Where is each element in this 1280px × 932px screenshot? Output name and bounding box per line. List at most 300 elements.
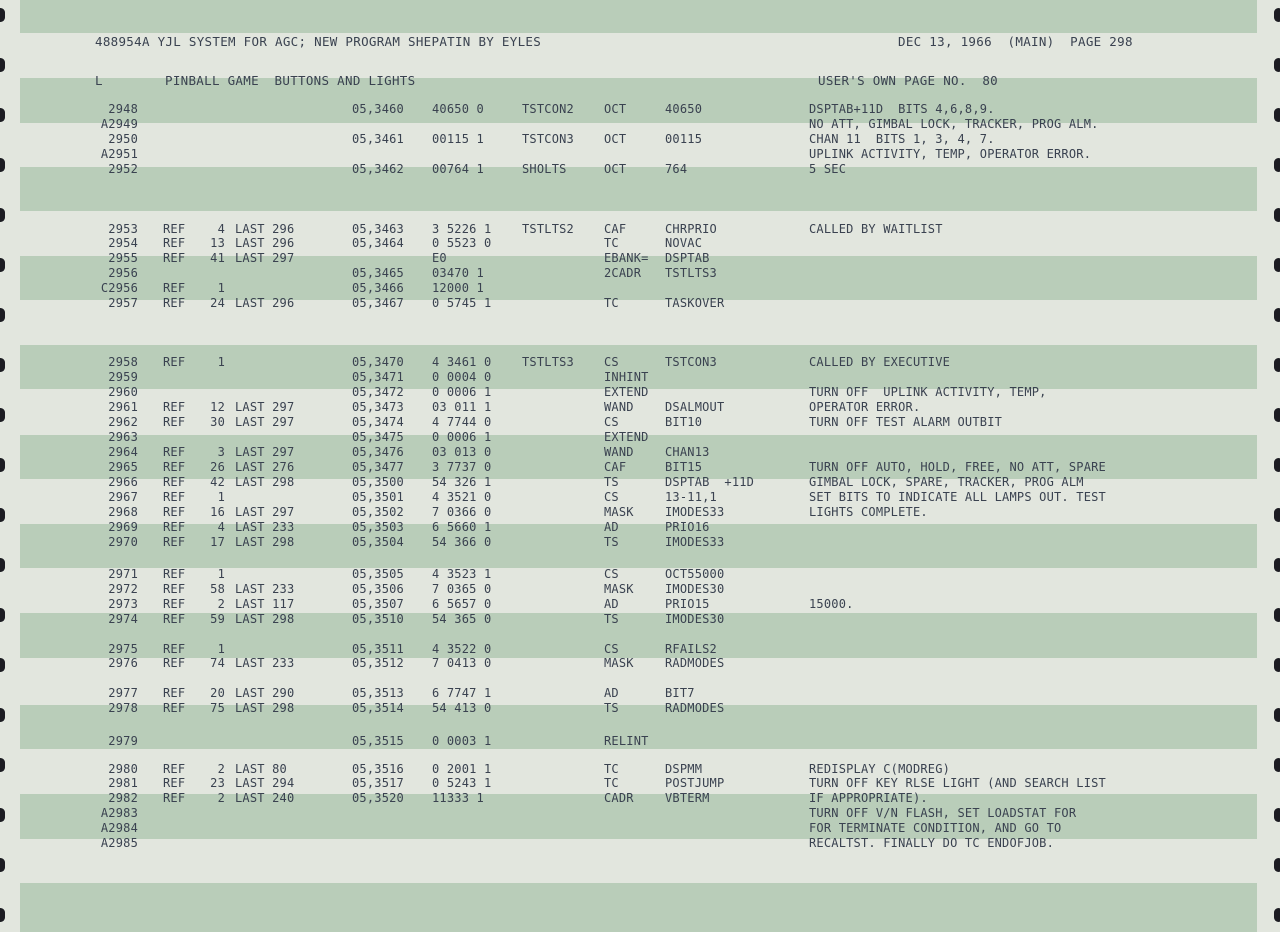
ref-count: 75	[210, 701, 225, 715]
operand: PRIO15	[665, 597, 710, 611]
opcode: WAND	[604, 445, 634, 459]
opcode: TC	[604, 236, 619, 250]
octal-word: 54 366 0	[432, 535, 492, 549]
operand: IMODES30	[665, 612, 725, 626]
comment: SET BITS TO INDICATE ALL LAMPS OUT. TEST	[809, 490, 1106, 504]
comment: OPERATOR ERROR.	[809, 400, 921, 414]
address: 05,3516	[352, 762, 404, 776]
operand: DSPTAB	[665, 251, 710, 265]
last-reference: LAST 297	[235, 415, 295, 429]
line-number: 2980	[108, 762, 138, 776]
listing-row	[0, 430, 1280, 444]
ref-count: 58	[210, 582, 225, 596]
opcode: RELINT	[604, 734, 649, 748]
operand: TSTCON3	[665, 355, 717, 369]
comment: TURN OFF TEST ALARM OUTBIT	[809, 415, 1003, 429]
opcode: AD	[604, 686, 619, 700]
octal-word: 4 3522 0	[432, 642, 492, 656]
octal-word: 4 3461 0	[432, 355, 492, 369]
ref-count: 20	[210, 686, 225, 700]
octal-word: 03 011 1	[432, 400, 492, 414]
address: 05,3467	[352, 296, 404, 310]
feed-hole	[0, 208, 5, 222]
line-number: 2953	[108, 222, 138, 236]
octal-word: 3 7737 0	[432, 460, 492, 474]
listing-row	[0, 475, 1280, 489]
ref-marker: REF	[163, 475, 186, 489]
last-reference: LAST 290	[235, 686, 295, 700]
address: 05,3465	[352, 266, 404, 280]
listing-row	[0, 281, 1280, 295]
ref-marker: REF	[163, 582, 186, 596]
last-reference: LAST 298	[235, 701, 295, 715]
label: TSTLTS2	[522, 222, 574, 236]
last-reference: LAST 296	[235, 236, 295, 250]
ref-count: 41	[210, 251, 225, 265]
operand: BIT10	[665, 415, 703, 429]
ref-count: 2	[217, 762, 225, 776]
octal-word: 4 3523 1	[432, 567, 492, 581]
listing-row	[0, 821, 1280, 835]
opcode: TS	[604, 475, 619, 489]
line-number: 2955	[108, 251, 138, 265]
listing-row	[0, 806, 1280, 820]
operand: VBTERM	[665, 791, 710, 805]
listing-row	[0, 102, 1280, 116]
comment: TURN OFF AUTO, HOLD, FREE, NO ATT, SPARE	[809, 460, 1106, 474]
octal-word: 6 5660 1	[432, 520, 492, 534]
comment: FOR TERMINATE CONDITION, AND GO TO	[809, 821, 1062, 835]
line-number: 2971	[108, 567, 138, 581]
line-number: 2974	[108, 612, 138, 626]
ref-count: 30	[210, 415, 225, 429]
address: 05,3517	[352, 776, 404, 790]
line-number: 2958	[108, 355, 138, 369]
address: 05,3514	[352, 701, 404, 715]
octal-word: 54 326 1	[432, 475, 492, 489]
last-reference: LAST 297	[235, 505, 295, 519]
line-number: 2969	[108, 520, 138, 534]
octal-word: 4 3521 0	[432, 490, 492, 504]
opcode: CS	[604, 490, 619, 504]
opcode: OCT	[604, 162, 627, 176]
address: 05,3470	[352, 355, 404, 369]
address: 05,3520	[352, 791, 404, 805]
line-number: 2972	[108, 582, 138, 596]
address: 05,3462	[352, 162, 404, 176]
listing-row	[0, 370, 1280, 384]
comment: RECALTST. FINALLY DO TC ENDOFJOB.	[809, 836, 1055, 850]
operand: PRIO16	[665, 520, 710, 534]
opcode: TS	[604, 535, 619, 549]
line-number: 2973	[108, 597, 138, 611]
operand: RFAILS2	[665, 642, 717, 656]
address: 05,3476	[352, 445, 404, 459]
address: 05,3461	[352, 132, 404, 146]
opcode: CAF	[604, 460, 627, 474]
operand: POSTJUMP	[665, 776, 725, 790]
octal-word: 03 013 0	[432, 445, 492, 459]
line-number: A2983	[100, 806, 138, 820]
ref-marker: REF	[163, 281, 186, 295]
line-number: A2951	[100, 147, 138, 161]
opcode: TC	[604, 296, 619, 310]
listing-row	[0, 251, 1280, 265]
last-reference: LAST 80	[235, 762, 287, 776]
operand: 00115	[665, 132, 703, 146]
ref-count: 23	[210, 776, 225, 790]
opcode: EBANK=	[604, 251, 649, 265]
octal-word: 40650 0	[432, 102, 484, 116]
last-reference: LAST 297	[235, 251, 295, 265]
listing-row	[0, 415, 1280, 429]
operand: CHAN13	[665, 445, 710, 459]
opcode: CADR	[604, 791, 634, 805]
feed-hole	[1274, 8, 1280, 22]
address: 05,3503	[352, 520, 404, 534]
last-reference: LAST 294	[235, 776, 295, 790]
address: 05,3507	[352, 597, 404, 611]
address: 05,3474	[352, 415, 404, 429]
ref-marker: REF	[163, 236, 186, 250]
line-number: A2949	[100, 117, 138, 131]
ref-count: 2	[217, 791, 225, 805]
ref-count: 2	[217, 597, 225, 611]
opcode: EXTEND	[604, 385, 649, 399]
comment: REDISPLAY C(MODREG)	[809, 762, 951, 776]
operand: IMODES33	[665, 535, 725, 549]
octal-word: 7 0366 0	[432, 505, 492, 519]
line-number: 2952	[108, 162, 138, 176]
address: 05,3502	[352, 505, 404, 519]
ref-marker: REF	[163, 460, 186, 474]
listing-row	[0, 162, 1280, 176]
octal-word: 54 365 0	[432, 612, 492, 626]
opcode: AD	[604, 520, 619, 534]
line-number: 2967	[108, 490, 138, 504]
opcode: CS	[604, 415, 619, 429]
opcode: MASK	[604, 656, 634, 670]
ref-marker: REF	[163, 567, 186, 581]
ref-marker: REF	[163, 415, 186, 429]
address: 05,3460	[352, 102, 404, 116]
ref-marker: REF	[163, 296, 186, 310]
green-bar	[20, 0, 1257, 33]
listing-row	[0, 460, 1280, 474]
opcode: TC	[604, 762, 619, 776]
listing-row	[0, 734, 1280, 748]
ref-count: 4	[217, 222, 225, 236]
octal-word: 0 2001 1	[432, 762, 492, 776]
feed-hole	[1274, 908, 1280, 922]
ref-marker: REF	[163, 445, 186, 459]
opcode: TS	[604, 701, 619, 715]
label: TSTCON2	[522, 102, 574, 116]
line-number: 2962	[108, 415, 138, 429]
line-number: 2959	[108, 370, 138, 384]
octal-word: 7 0413 0	[432, 656, 492, 670]
feed-hole	[1274, 58, 1280, 72]
feed-hole	[0, 8, 5, 22]
ref-count: 1	[217, 642, 225, 656]
comment: CALLED BY EXECUTIVE	[809, 355, 951, 369]
octal-word: 00764 1	[432, 162, 484, 176]
listing-row	[0, 686, 1280, 700]
line-number: 2982	[108, 791, 138, 805]
last-reference: LAST 296	[235, 296, 295, 310]
ref-marker: REF	[163, 686, 186, 700]
operand: 13-11,1	[665, 490, 717, 504]
listing-row	[0, 385, 1280, 399]
feed-hole	[1274, 858, 1280, 872]
line-number: 2963	[108, 430, 138, 444]
ref-count: 1	[217, 567, 225, 581]
octal-word: 4 7744 0	[432, 415, 492, 429]
comment: DSPTAB+11D BITS 4,6,8,9.	[809, 102, 995, 116]
last-reference: LAST 298	[235, 612, 295, 626]
last-reference: LAST 297	[235, 400, 295, 414]
opcode: MASK	[604, 582, 634, 596]
line-number: A2985	[100, 836, 138, 850]
address: 05,3464	[352, 236, 404, 250]
last-reference: LAST 233	[235, 520, 295, 534]
ref-count: 1	[217, 490, 225, 504]
line-number: 2979	[108, 734, 138, 748]
ref-count: 74	[210, 656, 225, 670]
opcode: CS	[604, 567, 619, 581]
feed-hole	[1274, 208, 1280, 222]
listing-row	[0, 612, 1280, 626]
line-number: A2984	[100, 821, 138, 835]
octal-word: 54 413 0	[432, 701, 492, 715]
last-reference: LAST 240	[235, 791, 295, 805]
listing-row	[0, 535, 1280, 549]
address: 05,3506	[352, 582, 404, 596]
listing-row	[0, 656, 1280, 670]
address: 05,3475	[352, 430, 404, 444]
feed-hole	[0, 308, 5, 322]
octal-word: 6 5657 0	[432, 597, 492, 611]
listing-row	[0, 567, 1280, 581]
comment: CHAN 11 BITS 1, 3, 4, 7.	[809, 132, 995, 146]
listing-row	[0, 520, 1280, 534]
line-number: 2954	[108, 236, 138, 250]
octal-word: 6 7747 1	[432, 686, 492, 700]
operand: CHRPRIO	[665, 222, 717, 236]
last-reference: LAST 296	[235, 222, 295, 236]
opcode: MASK	[604, 505, 634, 519]
last-reference: LAST 298	[235, 535, 295, 549]
octal-word: 0 0004 0	[432, 370, 492, 384]
opcode: 2CADR	[604, 266, 642, 280]
address: 05,3466	[352, 281, 404, 295]
line-number: 2966	[108, 475, 138, 489]
last-reference: LAST 117	[235, 597, 295, 611]
listing-row	[0, 597, 1280, 611]
octal-word: 03470 1	[432, 266, 484, 280]
user-page-number: USER'S OWN PAGE NO. 80	[818, 73, 998, 88]
address: 05,3515	[352, 734, 404, 748]
address: 05,3463	[352, 222, 404, 236]
listing-mark: L	[95, 73, 103, 88]
comment: IF APPROPRIATE).	[809, 791, 928, 805]
operand: 764	[665, 162, 688, 176]
opcode: WAND	[604, 400, 634, 414]
last-reference: LAST 276	[235, 460, 295, 474]
ref-count: 1	[217, 281, 225, 295]
octal-word: 0 0003 1	[432, 734, 492, 748]
listing-row	[0, 445, 1280, 459]
address: 05,3471	[352, 370, 404, 384]
operand: DSPTAB +11D	[665, 475, 755, 489]
listing-row	[0, 266, 1280, 280]
operand: BIT15	[665, 460, 703, 474]
octal-word: 7 0365 0	[432, 582, 492, 596]
comment: CALLED BY WAITLIST	[809, 222, 943, 236]
operand: DSPMM	[665, 762, 703, 776]
ref-count: 12	[210, 400, 225, 414]
ref-marker: REF	[163, 597, 186, 611]
comment: LIGHTS COMPLETE.	[809, 505, 928, 519]
address: 05,3513	[352, 686, 404, 700]
octal-word: 0 5243 1	[432, 776, 492, 790]
ref-count: 16	[210, 505, 225, 519]
line-number: 2948	[108, 102, 138, 116]
ref-marker: REF	[163, 222, 186, 236]
opcode: CS	[604, 355, 619, 369]
opcode: INHINT	[604, 370, 649, 384]
listing-row	[0, 400, 1280, 414]
opcode: OCT	[604, 102, 627, 116]
green-bar	[20, 883, 1257, 932]
ref-marker: REF	[163, 656, 186, 670]
address: 05,3511	[352, 642, 404, 656]
feed-hole	[0, 908, 5, 922]
ref-marker: REF	[163, 762, 186, 776]
operand: OCT55000	[665, 567, 725, 581]
ref-count: 3	[217, 445, 225, 459]
ref-marker: REF	[163, 776, 186, 790]
listing-row	[0, 117, 1280, 131]
line-number: 2970	[108, 535, 138, 549]
ref-count: 17	[210, 535, 225, 549]
ref-count: 59	[210, 612, 225, 626]
listing-row	[0, 701, 1280, 715]
octal-word: 0 5745 1	[432, 296, 492, 310]
ref-marker: REF	[163, 490, 186, 504]
opcode: AD	[604, 597, 619, 611]
operand: 40650	[665, 102, 703, 116]
listing-row	[0, 147, 1280, 161]
address: 05,3473	[352, 400, 404, 414]
line-number: 2981	[108, 776, 138, 790]
listing-row	[0, 762, 1280, 776]
ref-marker: REF	[163, 612, 186, 626]
address: 05,3501	[352, 490, 404, 504]
octal-word: 3 5226 1	[432, 222, 492, 236]
last-reference: LAST 233	[235, 656, 295, 670]
octal-word: 00115 1	[432, 132, 484, 146]
comment: TURN OFF KEY RLSE LIGHT (AND SEARCH LIST	[809, 776, 1106, 790]
operand: NOVAC	[665, 236, 703, 250]
opcode: EXTEND	[604, 430, 649, 444]
line-number: 2965	[108, 460, 138, 474]
line-number: 2978	[108, 701, 138, 715]
page-header-date: DEC 13, 1966 (MAIN) PAGE 298	[898, 34, 1133, 49]
ref-marker: REF	[163, 355, 186, 369]
comment: UPLINK ACTIVITY, TEMP, OPERATOR ERROR.	[809, 147, 1092, 161]
ref-count: 13	[210, 236, 225, 250]
comment: TURN OFF V/N FLASH, SET LOADSTAT FOR	[809, 806, 1077, 820]
octal-word: 0 5523 0	[432, 236, 492, 250]
octal-word: 12000 1	[432, 281, 484, 295]
last-reference: LAST 297	[235, 445, 295, 459]
line-number: 2975	[108, 642, 138, 656]
line-number: 2961	[108, 400, 138, 414]
ref-count: 42	[210, 475, 225, 489]
line-number: 2950	[108, 132, 138, 146]
operand: TSTLTS3	[665, 266, 717, 280]
listing-row	[0, 296, 1280, 310]
operand: IMODES30	[665, 582, 725, 596]
comment: 15000.	[809, 597, 854, 611]
operand: RADMODES	[665, 656, 725, 670]
address: 05,3477	[352, 460, 404, 474]
comment: TURN OFF UPLINK ACTIVITY, TEMP,	[809, 385, 1047, 399]
operand: DSALMOUT	[665, 400, 725, 414]
listing-row	[0, 355, 1280, 369]
listing-row	[0, 222, 1280, 236]
listing-row	[0, 490, 1280, 504]
comment: GIMBAL LOCK, SPARE, TRACKER, PROG ALM	[809, 475, 1084, 489]
octal-word: E0	[432, 251, 447, 265]
octal-word: 0 0006 1	[432, 430, 492, 444]
ref-count: 4	[217, 520, 225, 534]
opcode: TC	[604, 776, 619, 790]
operand: BIT7	[665, 686, 695, 700]
last-reference: LAST 233	[235, 582, 295, 596]
address: 05,3500	[352, 475, 404, 489]
listing-row	[0, 642, 1280, 656]
address: 05,3510	[352, 612, 404, 626]
comment: 5 SEC	[809, 162, 847, 176]
page-header-title: 488954A YJL SYSTEM FOR AGC; NEW PROGRAM SHEPATIN BY EYLES	[95, 34, 542, 49]
address: 05,3472	[352, 385, 404, 399]
line-number: C2956	[100, 281, 138, 295]
feed-hole	[0, 58, 5, 72]
operand: IMODES33	[665, 505, 725, 519]
ref-marker: REF	[163, 505, 186, 519]
ref-marker: REF	[163, 400, 186, 414]
opcode: CS	[604, 642, 619, 656]
listing-row	[0, 505, 1280, 519]
listing-row	[0, 582, 1280, 596]
operand: RADMODES	[665, 701, 725, 715]
label: TSTLTS3	[522, 355, 574, 369]
ref-marker: REF	[163, 251, 186, 265]
operand: TASKOVER	[665, 296, 725, 310]
feed-hole	[0, 858, 5, 872]
section-title: PINBALL GAME BUTTONS AND LIGHTS	[165, 73, 416, 88]
line-number: 2976	[108, 656, 138, 670]
line-number: 2957	[108, 296, 138, 310]
line-number: 2968	[108, 505, 138, 519]
listing-row	[0, 132, 1280, 146]
opcode: CAF	[604, 222, 627, 236]
label: TSTCON3	[522, 132, 574, 146]
listing-row	[0, 836, 1280, 850]
ref-marker: REF	[163, 520, 186, 534]
